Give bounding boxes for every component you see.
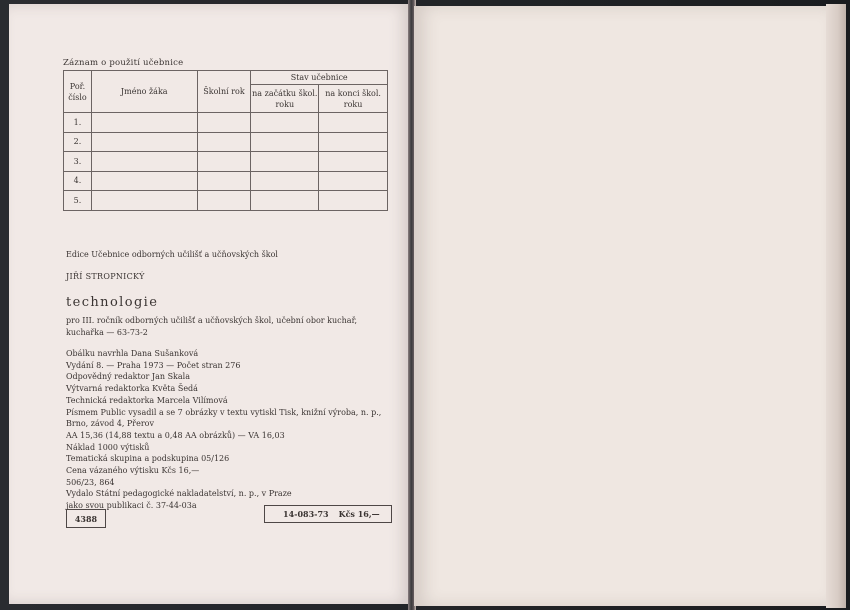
- header-number: Poř. číslo: [64, 71, 92, 113]
- row-number: 3.: [64, 152, 92, 172]
- cell: [197, 132, 251, 152]
- header-textbook-state: Stav učebnice: [251, 71, 388, 85]
- row-number: 5.: [64, 191, 92, 211]
- header-at-start: na začátku škol. roku: [251, 85, 319, 113]
- cell: [319, 191, 388, 211]
- table-row: [64, 113, 388, 133]
- record-title: Záznam o použití učebnice: [63, 58, 184, 68]
- table-row: [64, 132, 388, 152]
- cell: [91, 132, 197, 152]
- row-number: 4.: [64, 171, 92, 191]
- cell: [91, 113, 197, 133]
- page-edges: [826, 4, 846, 608]
- author-name: JIŘÍ STROPNICKÝ: [66, 272, 145, 281]
- colophon-line: Obálku navrhla Dana Sušanková: [66, 349, 199, 358]
- colophon-line: Písmem Public vysadil a se 7 obrázky v textu vytiskl Tisk, knižní výroba, n. p.,: [66, 407, 382, 417]
- colophon-line: Výtvarná redaktorka Květa Šedá: [66, 384, 198, 394]
- cell: [251, 113, 319, 133]
- colophon-line: Tematická skupina a podskupina 05/126: [66, 454, 230, 464]
- row-number: 2.: [64, 132, 92, 152]
- colophon-line: jako svou publikaci č. 37-44-03a: [66, 501, 197, 511]
- print-code-box: 4388: [66, 509, 106, 528]
- cell: [91, 191, 197, 211]
- cell: [197, 152, 251, 172]
- cell: [251, 191, 319, 211]
- header-at-end: na konci škol. roku: [319, 85, 388, 113]
- usage-record-table: [63, 70, 388, 211]
- colophon-line: Vydání 8. — Praha 1973 — Počet stran 276: [66, 360, 241, 370]
- cell: [251, 152, 319, 172]
- header-student-name: Jméno žáka: [91, 71, 197, 113]
- book-title: technologie: [66, 295, 159, 310]
- edition-line: Edice Učebnice odborných učilišť a učňovských škol: [66, 250, 278, 259]
- cell: [197, 171, 251, 191]
- colophon-line: 506/23, 864: [66, 477, 115, 487]
- colophon-line: Technická redaktorka Marcela Vilímová: [66, 395, 228, 405]
- cell: [251, 132, 319, 152]
- cell: [197, 191, 251, 211]
- colophon-line: Odpovědný redaktor Jan Skala: [66, 372, 190, 382]
- cell: [91, 152, 197, 172]
- right-page-blank: [414, 6, 826, 606]
- cell: [319, 113, 388, 133]
- row-number: 1.: [64, 113, 92, 133]
- colophon-line: AA 15,36 (14,88 textu a 0,48 AA obrázků) — VA 16,03: [66, 430, 285, 440]
- price-box: [264, 505, 392, 523]
- cell: [319, 152, 388, 172]
- colophon: [66, 348, 381, 512]
- price-label: Kčs 16,—: [338, 509, 380, 519]
- catalog-code: 14-083-73: [283, 509, 329, 519]
- header-school-year: Školní rok: [197, 71, 251, 113]
- cell: [197, 113, 251, 133]
- colophon-line: Cena vázaného výtisku Kčs 16,—: [66, 466, 200, 476]
- book-subtitle: pro III. ročník odborných učilišť a učňovských škol, učební obor kuchař, kuchařka — 63-73-2: [66, 316, 358, 337]
- cell: [251, 171, 319, 191]
- colophon-line: Náklad 1000 výtisků: [66, 442, 150, 452]
- cell: [91, 171, 197, 191]
- cell: [319, 132, 388, 152]
- cell: [319, 171, 388, 191]
- colophon-line: Vydalo Státní pedagogické nakladatelství, n. p., v Praze: [66, 489, 292, 499]
- table-row: [64, 152, 388, 172]
- table-row: [64, 171, 388, 191]
- table-row: [64, 191, 388, 211]
- colophon-line: Brno, závod 4, Přerov: [66, 419, 155, 429]
